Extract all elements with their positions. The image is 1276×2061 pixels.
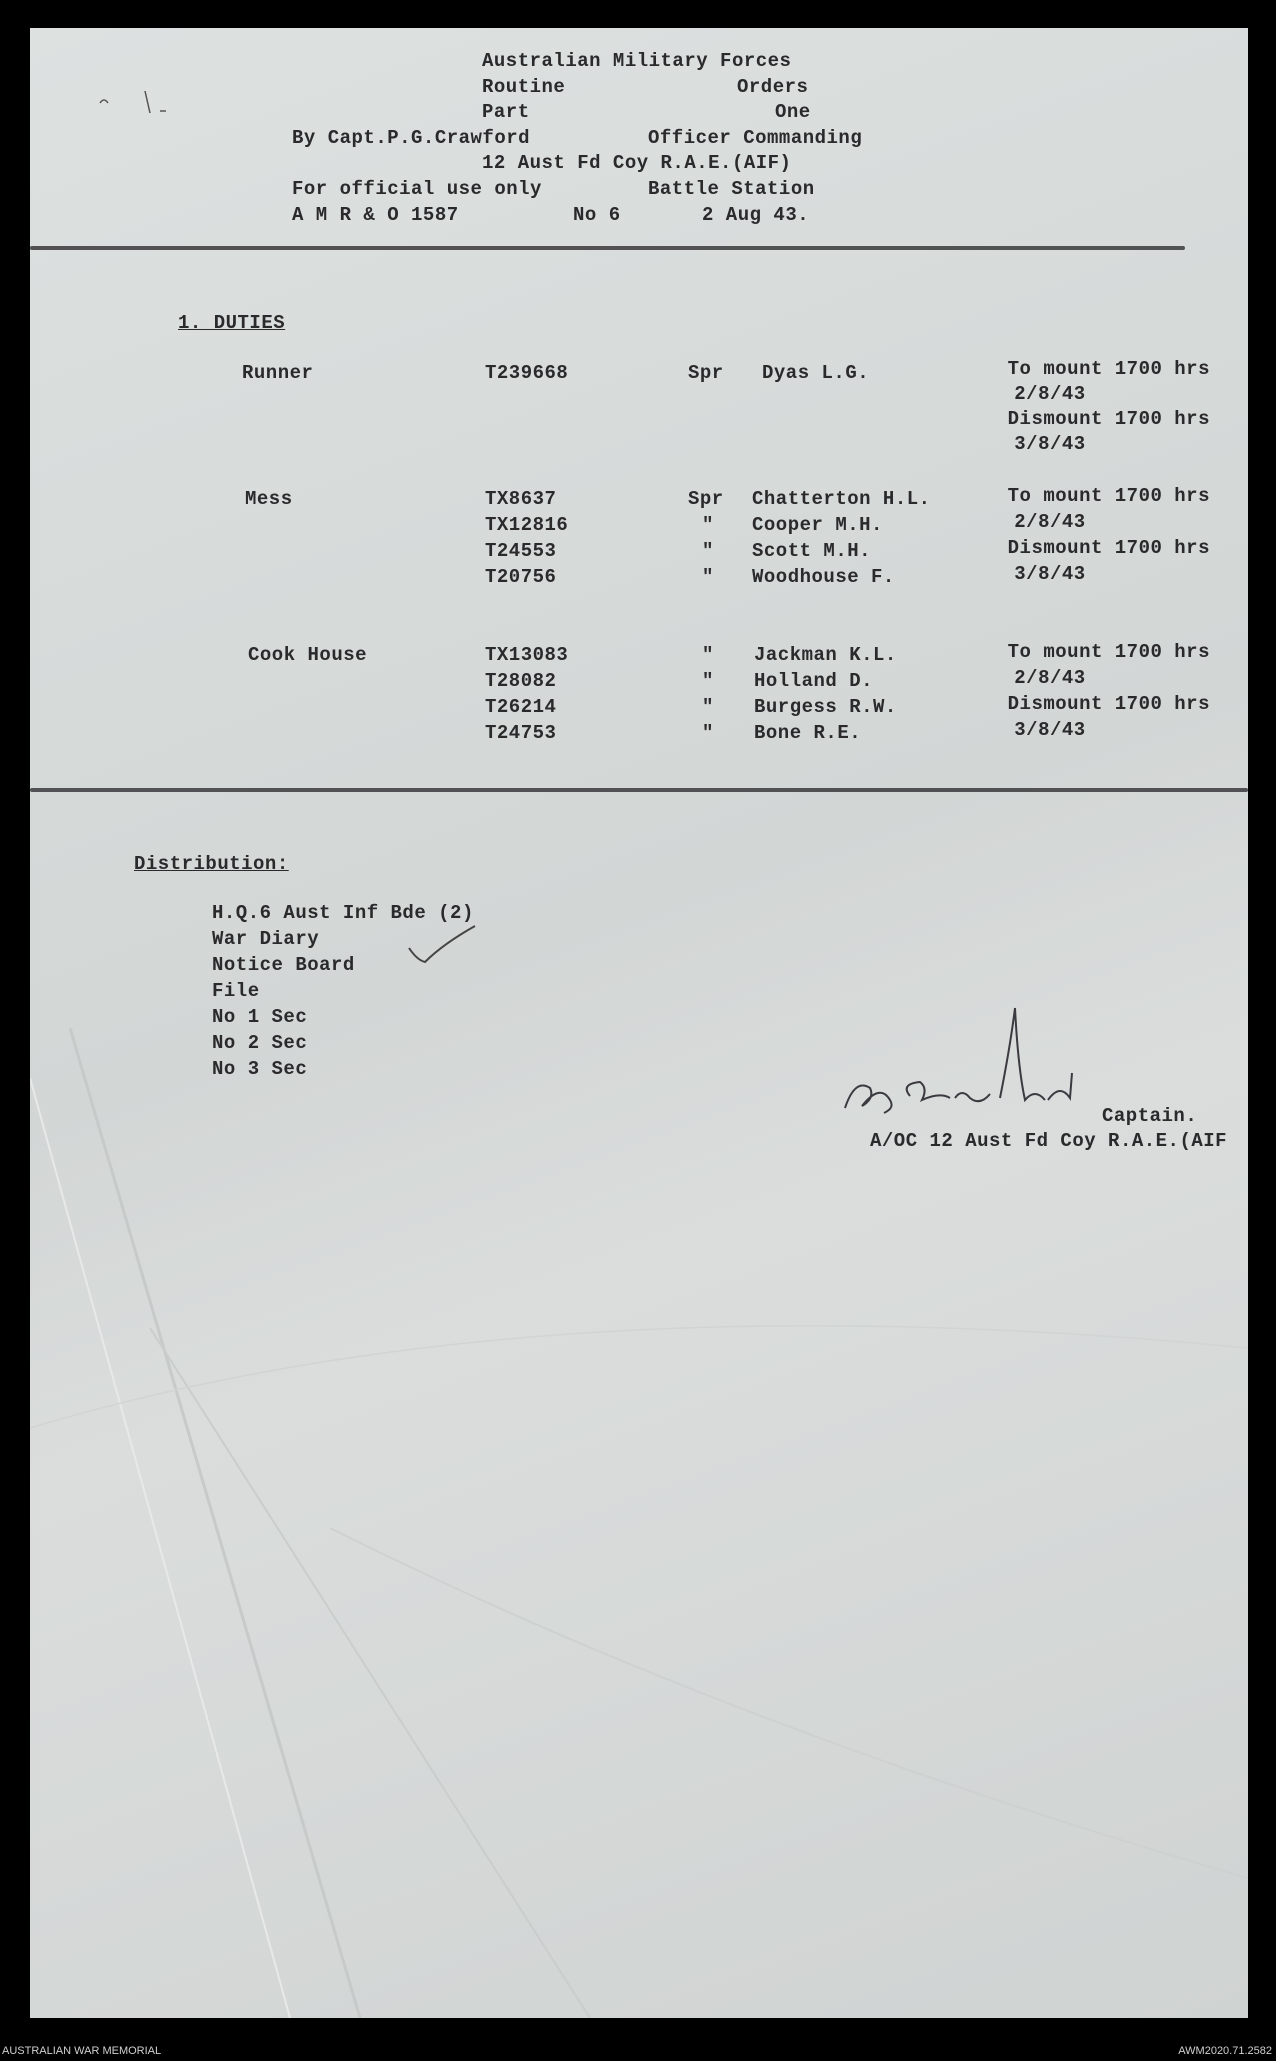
distribution-title: Distribution:	[134, 853, 289, 875]
member-name: Dyas L.G.	[762, 362, 870, 384]
header-official-use: For official use only	[292, 178, 542, 200]
header-divider	[30, 246, 1185, 250]
dismount-time: Dismount 1700 hrs	[1007, 537, 1210, 559]
header-routine: Routine	[482, 76, 566, 98]
mount-date: 2/8/43	[1014, 667, 1086, 689]
duty-role: Runner	[242, 362, 314, 384]
header-by-officer: By Capt.P.G.Crawford	[292, 127, 531, 149]
footer-institution: AUSTRALIAN WAR MEMORIAL	[2, 2045, 162, 2057]
header-date: 2 Aug 43.	[702, 204, 810, 226]
ditto-mark: "	[702, 644, 714, 666]
header-unit: 12 Aust Fd Coy R.A.E.(AIF)	[482, 152, 792, 174]
service-number: TX12816	[485, 514, 569, 536]
ditto-mark: "	[702, 566, 714, 588]
member-name: Jackman K.L.	[754, 644, 897, 666]
dismount-time: Dismount 1700 hrs	[1007, 408, 1210, 430]
duties-divider	[30, 788, 1248, 792]
service-number: T24553	[485, 540, 557, 562]
distribution-item: File	[212, 980, 260, 1002]
rank: Spr	[688, 362, 724, 384]
header-battle-station: Battle Station	[648, 178, 815, 200]
handwritten-tick-mark	[405, 918, 485, 968]
signatory-rank: Captain.	[1102, 1105, 1198, 1127]
service-number: T26214	[485, 696, 557, 718]
distribution-item: H.Q.6 Aust Inf Bde (2)	[212, 902, 474, 924]
header-one: One	[775, 101, 811, 123]
ditto-mark: "	[702, 540, 714, 562]
header-orders: Orders	[737, 76, 809, 98]
header-title: Australian Military Forces	[482, 50, 792, 72]
distribution-item: No 2 Sec	[212, 1032, 308, 1054]
ditto-mark: "	[702, 722, 714, 744]
mount-time: To mount 1700 hrs	[1007, 485, 1210, 507]
service-number: T28082	[485, 670, 557, 692]
service-number: T24753	[485, 722, 557, 744]
member-name: Scott M.H.	[752, 540, 872, 562]
signatory-unit: A/OC 12 Aust Fd Coy R.A.E.(AIF	[870, 1130, 1228, 1152]
header-officer-commanding: Officer Commanding	[648, 127, 863, 149]
member-name: Woodhouse F.	[752, 566, 895, 588]
handwritten-signature	[840, 988, 1130, 1138]
member-name: Bone R.E.	[754, 722, 862, 744]
member-name: Cooper M.H.	[752, 514, 883, 536]
service-number: TX13083	[485, 644, 569, 666]
dismount-date: 3/8/43	[1014, 433, 1086, 455]
service-number: T20756	[485, 566, 557, 588]
section-title: 1. DUTIES	[178, 312, 286, 334]
header-reference: A M R & O 1587	[292, 204, 459, 226]
dismount-date: 3/8/43	[1014, 719, 1086, 741]
header-order-number: No 6	[573, 204, 621, 226]
document-page	[30, 28, 1248, 2018]
distribution-item: Notice Board	[212, 954, 355, 976]
ditto-mark: "	[702, 670, 714, 692]
service-number: TX8637	[485, 488, 557, 510]
mount-time: To mount 1700 hrs	[1007, 358, 1210, 380]
member-name: Chatterton H.L.	[752, 488, 931, 510]
mount-date: 2/8/43	[1014, 383, 1086, 405]
footer-accession-number: AWM2020.71.2582	[1178, 2045, 1272, 2057]
duty-role: Cook House	[248, 644, 368, 666]
distribution-item: No 1 Sec	[212, 1006, 308, 1028]
distribution-item: War Diary	[212, 928, 320, 950]
duty-role: Mess	[245, 488, 293, 510]
dismount-date: 3/8/43	[1014, 563, 1086, 585]
header-part: Part	[482, 101, 530, 123]
distribution-item: No 3 Sec	[212, 1058, 308, 1080]
dismount-time: Dismount 1700 hrs	[1007, 693, 1210, 715]
rank: Spr	[688, 488, 724, 510]
member-name: Burgess R.W.	[754, 696, 897, 718]
pencil-mark	[90, 83, 180, 123]
ditto-mark: "	[702, 696, 714, 718]
mount-time: To mount 1700 hrs	[1007, 641, 1210, 663]
member-name: Holland D.	[754, 670, 874, 692]
ditto-mark: "	[702, 514, 714, 536]
mount-date: 2/8/43	[1014, 511, 1086, 533]
service-number: T239668	[485, 362, 569, 384]
